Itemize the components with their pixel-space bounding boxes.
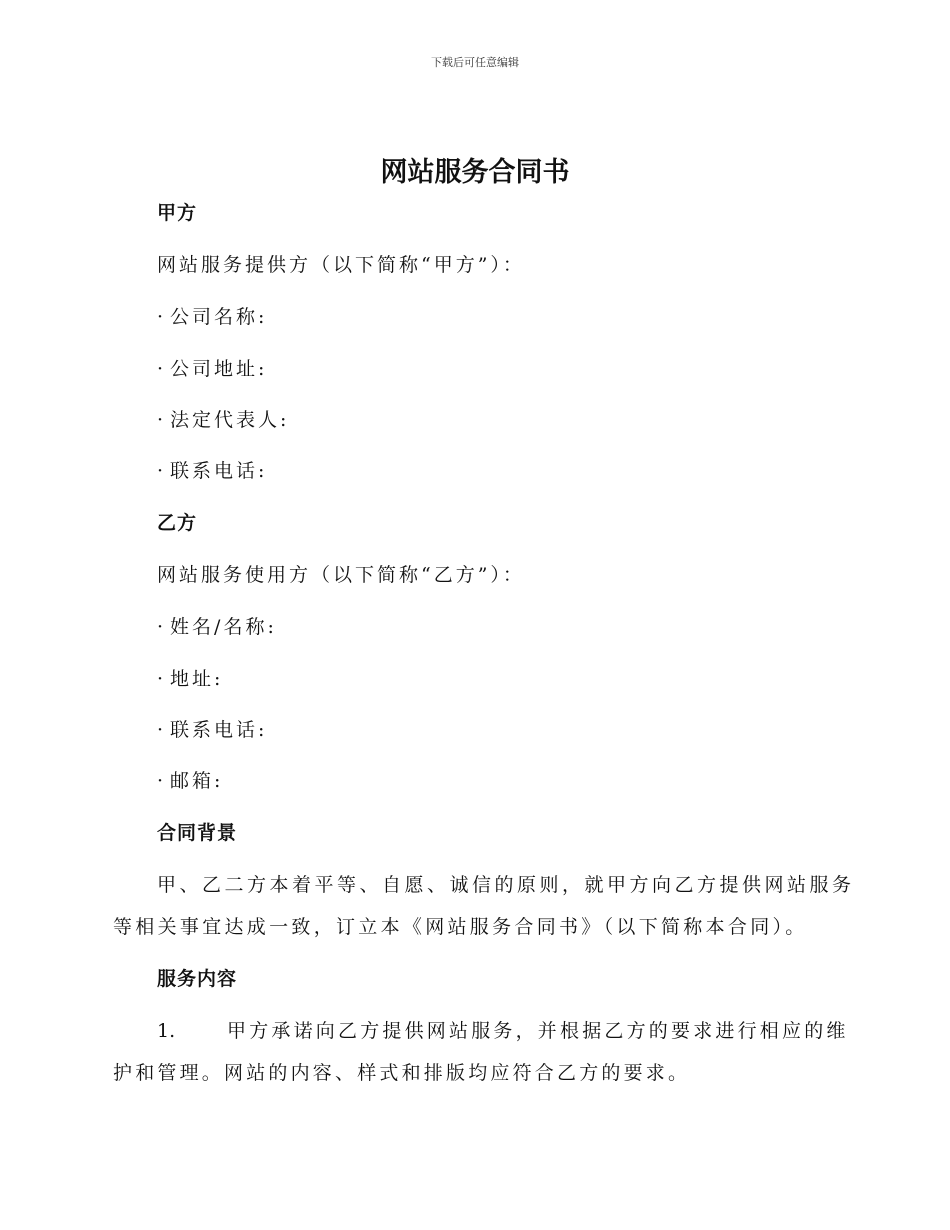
services-item-1-line-2: 护和管理。网站的内容、样式和排版均应符合乙方的要求。 (113, 1062, 691, 1084)
party-a-field-company-address (157, 354, 267, 381)
field-label: 联系电话: (170, 460, 268, 482)
background-heading: 合同背景 (157, 822, 238, 844)
field-label: 联系电话: (170, 719, 268, 741)
background-paragraph-line-1: 甲、乙二方本着平等、自愿、诚信的原则，就甲方向乙方提供网站服务 (157, 874, 855, 896)
bullet-icon: · (157, 719, 167, 741)
party-a-field-legal-rep (157, 405, 289, 432)
document-title: 网站服务合同书 (380, 157, 570, 188)
party-b-heading: 乙方 (157, 512, 198, 534)
party-a-field-company-name (157, 302, 267, 329)
party-a-field-phone (157, 456, 267, 483)
background-paragraph-line-2: 等相关事宜达成一致，订立本《网站服务合同书》（以下简称本合同）。 (113, 916, 808, 938)
field-label: 姓名/名称: (170, 616, 277, 638)
bullet-icon: · (157, 409, 167, 431)
services-item-1-line-1 (157, 1016, 849, 1043)
services-heading: 服务内容 (157, 968, 238, 990)
field-label: 法定代表人: (170, 409, 290, 431)
party-a-heading: 甲方 (157, 202, 198, 224)
bullet-icon: · (157, 306, 167, 328)
bullet-icon: · (157, 358, 167, 380)
field-label: 公司地址: (170, 358, 268, 380)
party-b-intro: 网站服务使用方（以下简称“乙方”）： (157, 564, 525, 586)
bullet-icon: · (157, 616, 167, 638)
party-b-field-phone (157, 715, 267, 742)
party-b-field-address (157, 664, 223, 691)
services-item-1-text: 甲方承诺向乙方提供网站服务，并根据乙方的要求进行相应的维 (227, 1020, 849, 1042)
bullet-icon: · (157, 770, 167, 792)
list-number: 1. (157, 1020, 176, 1042)
field-label: 地址: (170, 668, 224, 690)
field-label: 邮箱: (170, 770, 224, 792)
party-a-intro: 网站服务提供方（以下简称“甲方”）： (157, 254, 525, 276)
field-label: 公司名称: (170, 306, 268, 328)
header-note: 下载后可任意编辑 (431, 56, 519, 69)
bullet-icon: · (157, 668, 167, 690)
party-b-field-email (157, 766, 223, 793)
party-b-field-name (157, 612, 277, 639)
bullet-icon: · (157, 460, 167, 482)
